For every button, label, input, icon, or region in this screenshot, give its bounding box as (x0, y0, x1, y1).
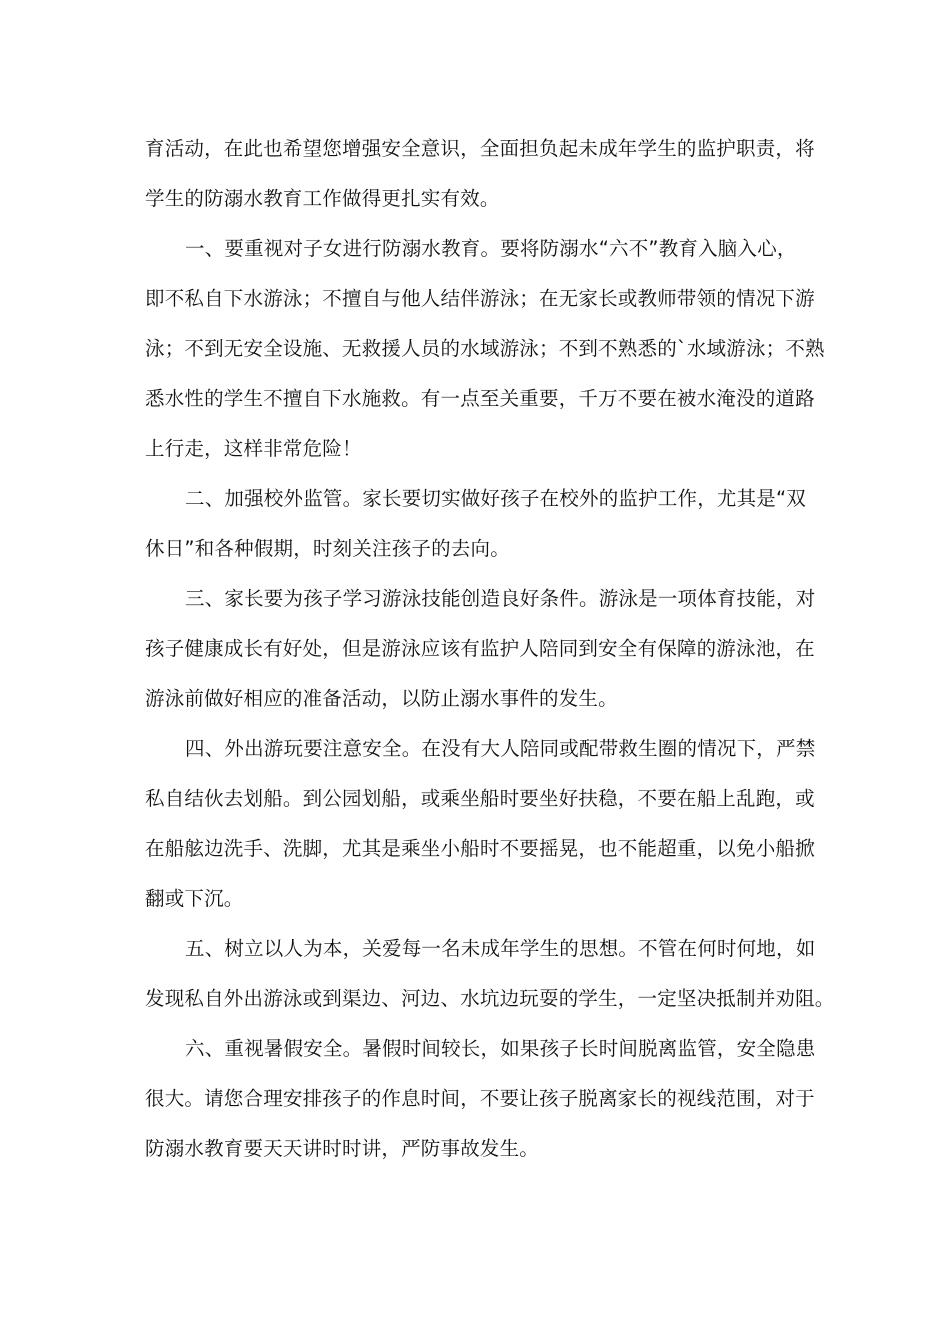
paragraph-2-first-line: 二、加强校外监管。家长要切实做好孩子在校外的监护工作，尤其是“双 (185, 487, 807, 510)
text-line: 翻或下沉。 (145, 887, 244, 910)
paragraph-3-first-line: 三、家长要为孩子学习游泳技能创造良好条件。游泳是一项体育技能，对 (185, 587, 816, 610)
text-line: 即不私自下水游泳；不擅自与他人结伴游泳；在无家长或教师带领的情况下游 (145, 287, 815, 310)
paragraph-1-first-line: 一、要重视对子女进行防溺水教育。要将防溺水“六不”教育入脑入心， (185, 237, 797, 260)
text-line: 上行走，这样非常危险！ (145, 437, 362, 460)
paragraph-5-first-line: 五、树立以人为本，关爱每一名未成年学生的思想。不管在何时何地，如 (185, 937, 816, 960)
text-line: 私自结伙去划船。到公园划船，或乘坐船时要坐好扶稳，不要在船上乱跑，或 (145, 787, 815, 810)
paragraph-4-first-line: 四、外出游玩要注意安全。在没有大人陪同或配带救生圈的情况下，严禁 (185, 737, 816, 760)
text-line: 育活动，在此也希望您增强安全意识，全面担负起未成年学生的监护职责，将 (145, 137, 815, 160)
text-line: 悉水性的学生不擅自下水施救。有一点至关重要，千万不要在被水淹没的道路 (145, 387, 815, 410)
text-line: 防溺水教育要天天讲时时讲，严防事故发生。 (145, 1137, 540, 1160)
text-line: 学生的防溺水教育工作做得更扎实有效。 (145, 187, 500, 210)
text-line: 游泳前做好相应的准备活动，以防止溺水事件的发生。 (145, 687, 618, 710)
text-line: 泳；不到无安全设施、无救援人员的水域游泳；不到不熟悉的`水域游泳；不熟 (145, 337, 825, 360)
text-line: 孩子健康成长有好处，但是游泳应该有监护人陪同到安全有保障的游泳池，在 (145, 637, 815, 660)
paragraph-6-first-line: 六、重视暑假安全。暑假时间较长，如果孩子长时间脱离监管，安全隐患 (185, 1037, 816, 1060)
text-line: 很大。请您合理安排孩子的作息时间，不要让孩子脱离家长的视线范围，对于 (145, 1087, 815, 1110)
text-line: 休日”和各种假期，时刻关注孩子的去向。 (145, 537, 510, 560)
document-body (145, 124, 835, 1174)
text-line: 在船舷边洗手、洗脚，尤其是乘坐小船时不要摇晃，也不能超重，以免小船掀 (145, 837, 815, 860)
text-line: 发现私自外出游泳或到渠边、河边、水坑边玩耍的学生，一定坚决抵制并劝阻。 (145, 987, 835, 1010)
